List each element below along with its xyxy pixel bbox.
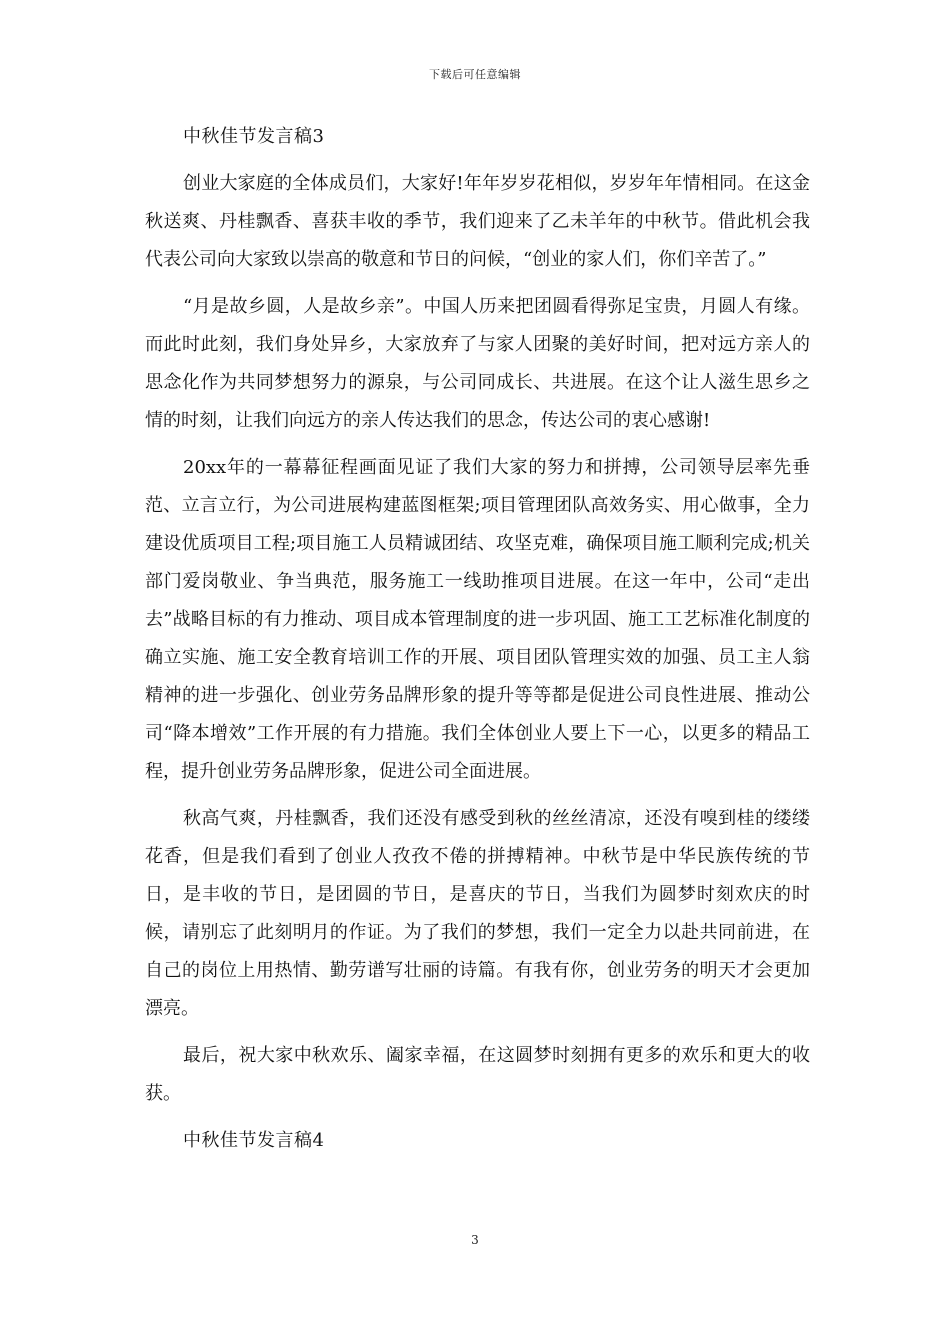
section-title: 中秋佳节发言稿3	[183, 126, 325, 147]
document-body	[145, 118, 810, 1169]
paragraph-autumn: 秋高气爽，丹桂飘香，我们还没有感受到秋的丝丝清凉，还没有嗅到桂的缕缕花香，但是我们看到了创业人孜孜不倦的拼搏精神。中秋节是中华民族传统的节日，是丰收的节日，是团圆的节日，是喜庆的节日，当我们为圆梦时刻欢庆的时候，请别忘了此刻明月的作证。为了我们的梦想，我们一定全力以赴共同前进，在自己的岗位上用热情、勤劳谱写壮丽的诗篇。有我有你，创业劳务的明天才会更加漂亮。	[145, 808, 810, 1019]
paragraph-moon: “月是故乡圆，人是故乡亲”。中国人历来把团圆看得弥足宝贵，月圆人有缘。而此时此刻，我们身处异乡，大家放弃了与家人团聚的美好时间，把对远方亲人的思念化作为共同梦想努力的源泉，与公司同成长、共进展。在这个让人滋生思乡之情的时刻，让我们向远方的亲人传达我们的思念，传达公司的衷心感谢!	[145, 296, 810, 431]
paragraph-greeting: 创业大家庭的全体成员们，大家好!年年岁岁花相似，岁岁年年情相同。在这金秋送爽、丹桂飘香、喜获丰收的季节，我们迎来了乙未羊年的中秋节。借此机会我代表公司向大家致以崇高的敬意和节日的问候，“创业的家人们，你们辛苦了。”	[145, 173, 810, 270]
page-header: 下载后可任意编辑	[429, 68, 521, 81]
paragraph-achievements: 20xx年的一幕幕征程画面见证了我们大家的努力和拼搏，公司领导层率先垂范、立言立行，为公司进展构建蓝图框架;项目管理团队高效务实、用心做事，全力建设优质项目工程;项目施工人员精诚团结、攻坚克难，确保项目施工顺利完成;机关部门爱岗敬业、争当典范，服务施工一线助推项目进展。在这一年中，公司“走出去”战略目标的有力推动、项目成本管理制度的进一步巩固、施工工艺标准化制度的确立实施、施工安全教育培训工作的开展、项目团队管理实效的加强、员工主人翁精神的进一步强化、创业劳务品牌形象的提升等等都是促进公司良性进展、推动公司“降本增效”工作开展的有力措施。我们全体创业人要上下一心，以更多的精品工程，提升创业劳务品牌形象，促进公司全面进展。	[145, 457, 811, 782]
next-section-title: 中秋佳节发言稿4	[183, 1130, 325, 1151]
paragraph-closing: 最后，祝大家中秋欢乐、阖家幸福，在这圆梦时刻拥有更多的欢乐和更大的收获。	[145, 1045, 810, 1104]
page-number: 3	[471, 1233, 479, 1247]
